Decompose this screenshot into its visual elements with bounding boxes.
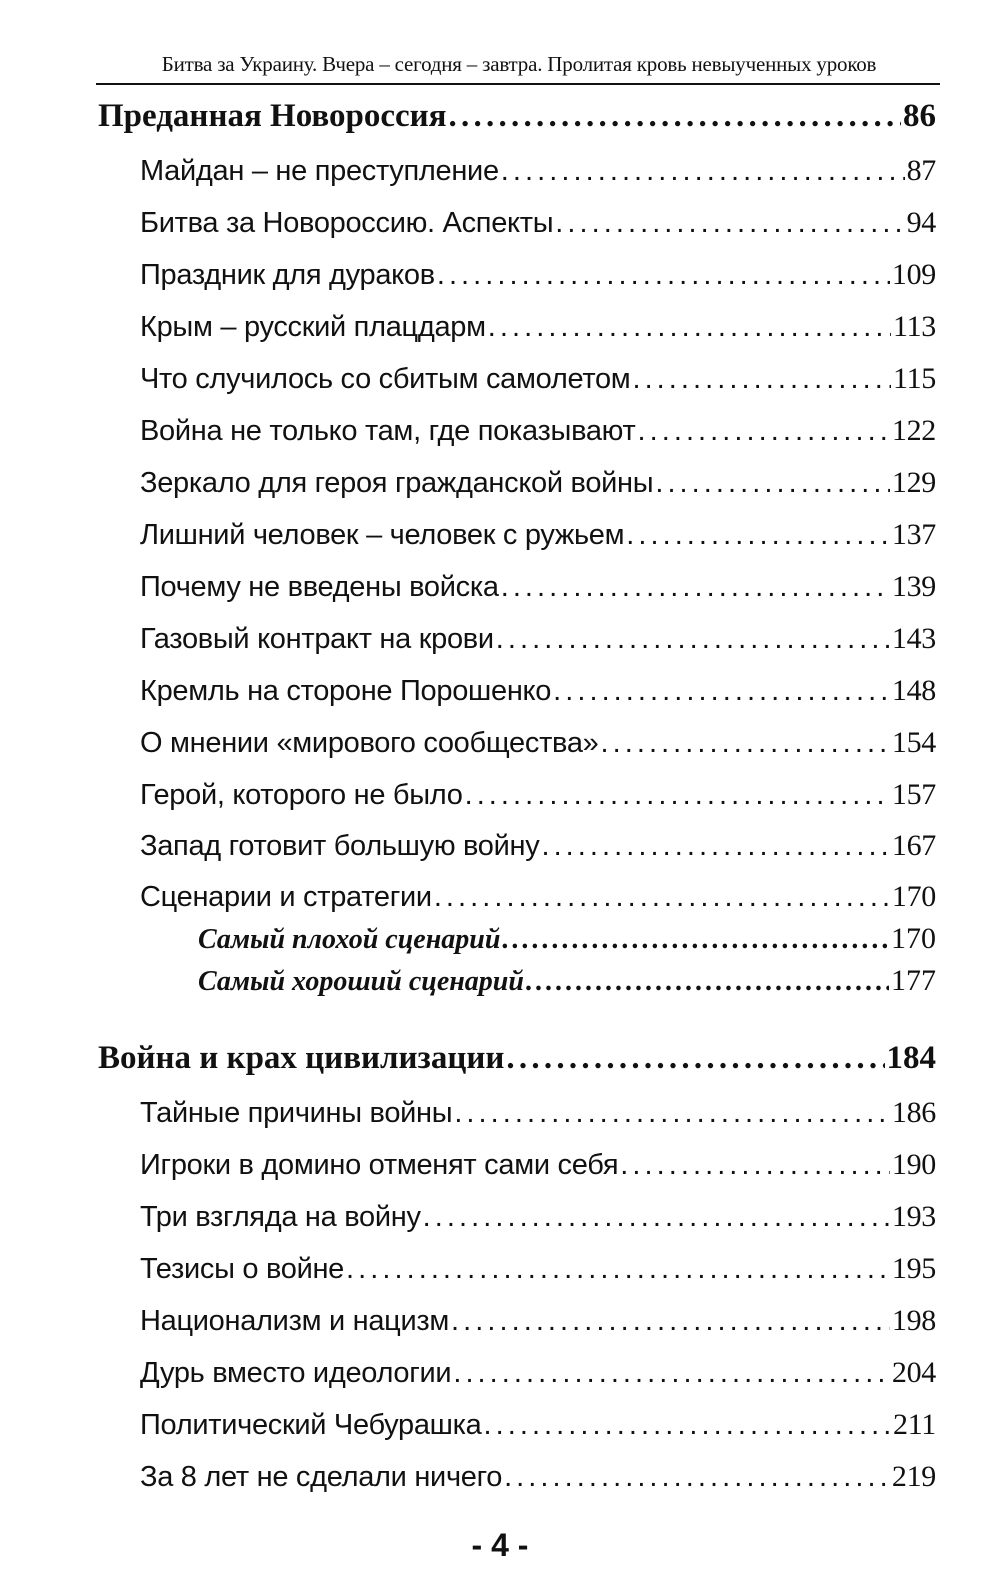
dot-leader <box>437 259 890 292</box>
toc-entry[interactable] <box>140 1304 936 1338</box>
dot-leader <box>453 1357 890 1390</box>
toc-entry[interactable] <box>140 1200 936 1234</box>
entry-title: Игроки в домино отменят сами себя <box>140 1149 619 1181</box>
subentry-title: Самый плохой сценарий <box>198 924 501 955</box>
toc-entry[interactable] <box>140 466 936 500</box>
entry-title: Зеркало для героя гражданской войны <box>140 467 654 499</box>
entry-title: Тайные причины войны <box>140 1097 453 1129</box>
dot-leader <box>541 830 889 863</box>
dot-leader <box>449 98 901 135</box>
entry-page: 109 <box>891 258 936 291</box>
toc-section[interactable] <box>98 98 936 135</box>
entry-page: 170 <box>891 880 936 913</box>
entry-title: Герой, которого не было <box>140 779 463 811</box>
entry-page: 157 <box>891 778 936 811</box>
entry-page: 94 <box>906 206 936 239</box>
entry-page: 115 <box>893 362 936 395</box>
entry-page: 143 <box>891 622 936 655</box>
entry-page: 195 <box>891 1252 936 1285</box>
dot-leader <box>655 467 890 500</box>
toc-entry[interactable] <box>140 1460 936 1494</box>
dot-leader <box>501 571 890 604</box>
toc-entry[interactable] <box>140 1148 936 1182</box>
dot-leader <box>601 727 890 760</box>
toc-entry[interactable] <box>140 206 936 240</box>
entry-title: Война не только там, где показывают <box>140 415 636 447</box>
dot-leader <box>423 1201 890 1234</box>
entry-page: 198 <box>891 1304 936 1337</box>
entry-page: 137 <box>891 518 936 551</box>
dot-leader <box>488 311 891 344</box>
entry-title: Лишний человек – человек с ружьем <box>140 519 625 551</box>
entry-title: Крым – русский плацдарм <box>140 311 486 343</box>
entry-page: 193 <box>891 1200 936 1233</box>
header-rule <box>96 83 940 85</box>
entry-page: 113 <box>893 310 936 343</box>
subentry-title: Самый хороший сценарий <box>198 966 524 997</box>
entry-page: 204 <box>891 1356 936 1389</box>
dot-leader <box>346 1253 890 1286</box>
entry-title: За 8 лет не сделали ничего <box>140 1461 503 1493</box>
dot-leader <box>506 1040 884 1077</box>
entry-title: Политический Чебурашка <box>140 1409 482 1441</box>
toc-section[interactable] <box>98 1040 936 1077</box>
entry-title: Запад готовит большую войну <box>140 830 540 862</box>
entry-page: 122 <box>891 414 936 447</box>
section-page: 184 <box>886 1040 936 1076</box>
entry-title: О мнении «мирового сообщества» <box>140 727 599 759</box>
toc-entry[interactable] <box>140 362 936 396</box>
entry-title: Праздник для дураков <box>140 259 435 291</box>
dot-leader <box>632 363 891 396</box>
entry-title: Почему не введены войска <box>140 571 499 603</box>
entry-title: Майдан – не преступление <box>140 155 499 187</box>
dot-leader <box>454 1097 890 1130</box>
toc-entry[interactable] <box>140 1096 936 1130</box>
dot-leader <box>483 1409 891 1442</box>
dot-leader <box>451 1305 890 1338</box>
dot-leader <box>496 623 890 656</box>
dot-leader <box>502 924 889 956</box>
running-header: Битва за Украину. Вчера – сегодня – завтра. Пролитая кровь невыученных уроков <box>161 52 877 76</box>
entry-title: Три взгляда на войну <box>140 1201 421 1233</box>
entry-page: 129 <box>891 466 936 499</box>
toc-entry[interactable] <box>140 258 936 292</box>
toc-entry[interactable] <box>140 622 936 656</box>
page-number: - 4 - <box>471 1527 529 1563</box>
section-title: Преданная Новороссия <box>98 98 447 134</box>
entry-title: Битва за Новороссию. Аспекты <box>140 207 554 239</box>
toc-entry[interactable] <box>140 829 936 863</box>
toc-entry[interactable] <box>140 1356 936 1390</box>
dot-leader <box>555 207 904 240</box>
dot-leader <box>553 675 890 708</box>
toc-subentry[interactable] <box>198 964 936 998</box>
toc-entry[interactable] <box>140 518 936 552</box>
entry-page: 186 <box>891 1096 936 1129</box>
entry-page: 139 <box>891 570 936 603</box>
toc-entry[interactable] <box>140 674 936 708</box>
entry-page: 190 <box>891 1148 936 1181</box>
dot-leader <box>501 155 905 188</box>
subentry-page: 177 <box>891 964 936 997</box>
dot-leader <box>465 779 890 812</box>
toc-entry[interactable] <box>140 570 936 604</box>
dot-leader <box>526 966 889 998</box>
entry-title: Национализм и нацизм <box>140 1305 450 1337</box>
entry-title: Кремль на стороне Порошенко <box>140 675 552 707</box>
section-page: 86 <box>903 98 936 134</box>
toc-entry[interactable] <box>140 1252 936 1286</box>
entry-title: Газовый контракт на крови <box>140 623 494 655</box>
toc-entry[interactable] <box>140 154 936 188</box>
toc-entry[interactable] <box>140 880 936 914</box>
entry-page: 211 <box>893 1408 936 1441</box>
entry-page: 148 <box>891 674 936 707</box>
entry-title: Дурь вместо идеологии <box>140 1357 452 1389</box>
toc-entry[interactable] <box>140 414 936 448</box>
toc-entry[interactable] <box>140 778 936 812</box>
dot-leader <box>434 881 890 914</box>
entry-title: Что случилось со сбитым самолетом <box>140 363 631 395</box>
entry-title: Сценарии и стратегии <box>140 881 432 913</box>
entry-page: 154 <box>891 726 936 759</box>
entry-title: Тезисы о войне <box>140 1253 345 1285</box>
entry-page: 87 <box>906 154 936 187</box>
entry-page: 167 <box>891 829 936 862</box>
toc-entry[interactable] <box>140 1408 936 1442</box>
dot-leader <box>626 519 890 552</box>
subentry-page: 170 <box>891 922 936 955</box>
entry-page: 219 <box>891 1460 936 1493</box>
dot-leader <box>620 1149 890 1182</box>
toc-subentry[interactable] <box>198 922 936 956</box>
toc-entry[interactable] <box>140 726 936 760</box>
toc-entry[interactable] <box>140 310 936 344</box>
section-title: Война и крах цивилизации <box>98 1040 505 1076</box>
dot-leader <box>504 1461 890 1494</box>
dot-leader <box>637 415 889 448</box>
